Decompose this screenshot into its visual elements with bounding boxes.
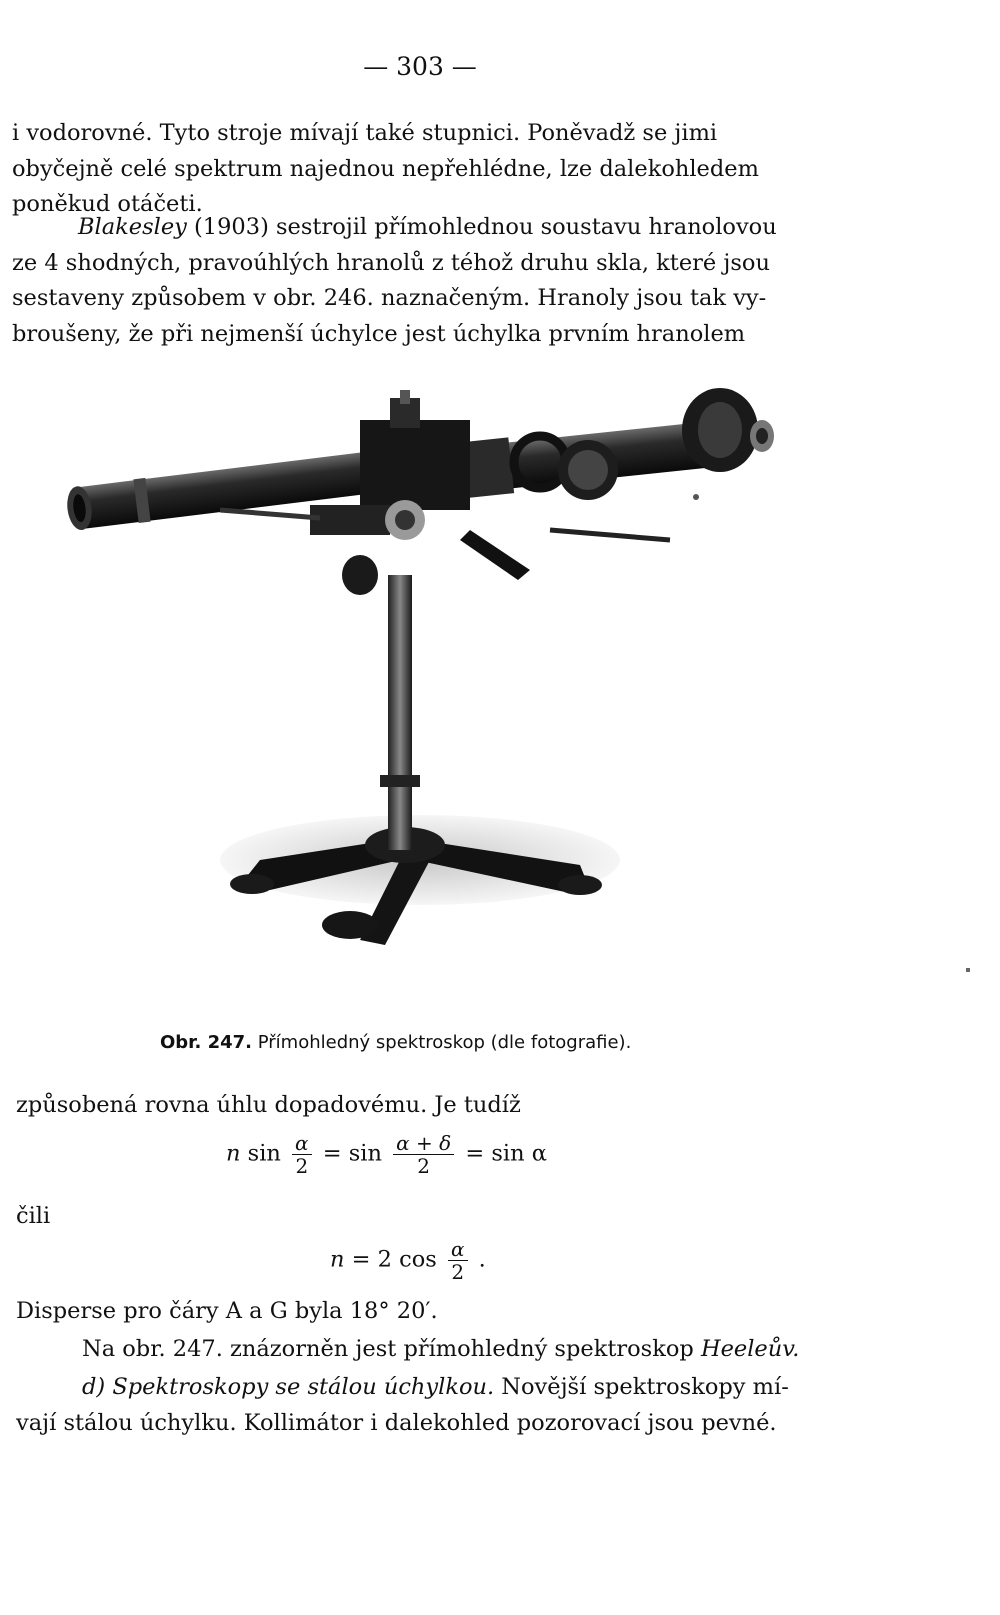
denominator: 2 (417, 1154, 430, 1178)
fraction (448, 1238, 468, 1283)
foot (558, 875, 602, 895)
eq-symbol: n (330, 1246, 345, 1273)
figure-caption (160, 1032, 631, 1053)
paragraph-line: ze 4 shodných, pravoúhlých hranolů z téhož druhu skla, které jsou (12, 249, 770, 276)
caption-text: Přímohledný spektroskop (dle fotografie). (252, 1032, 632, 1053)
page-number: — 303 — (363, 52, 477, 81)
spectroscope-figure (60, 380, 800, 980)
pointer-rod (550, 530, 670, 540)
fraction (292, 1132, 312, 1177)
paragraph-line: sestaveny způsobem v obr. 246. naznačeným. Hranoly jsou tak vy- (12, 285, 767, 311)
eq-function: sin (348, 1140, 382, 1167)
text-after-figure: způsobená rovna úhlu dopadovému. Je tudíž (16, 1092, 521, 1118)
equation-2 (330, 1238, 486, 1283)
adjust-lever (460, 530, 530, 580)
foot (230, 874, 274, 894)
denominator: 2 (451, 1260, 465, 1284)
heele-text: Na obr. 247. znázorněn jest přímohledný spektroskop (82, 1336, 701, 1362)
paragraph-line: poněkud otáčeti. (12, 191, 203, 217)
numerator: α (292, 1132, 312, 1155)
eq-function: sin (247, 1140, 281, 1167)
eq-operator: = (322, 1140, 342, 1167)
blakesley-paragraph (12, 210, 844, 352)
heele-line (82, 1336, 799, 1362)
numerator: α + δ (393, 1132, 454, 1155)
prism-housing (360, 420, 470, 510)
eq-operator: = (465, 1140, 485, 1167)
stand-pole (388, 575, 412, 850)
knob (342, 555, 378, 595)
paragraph-line: (1903) sestrojil přímohlednou soustavu hranolovou (186, 214, 777, 240)
eq-rhs: sin α (491, 1140, 547, 1167)
section-text: Novější spektroskopy mí- (494, 1374, 789, 1400)
section-d-line (82, 1374, 789, 1400)
paragraph-line: broušeny, že při nejmenší úchylce jest úchylka prvním hranolem (12, 320, 746, 347)
dispersion-line: Disperse pro čáry A a G byla 18° 20′. (16, 1298, 438, 1324)
foot (322, 911, 378, 939)
heele-name: Heeleův. (700, 1336, 800, 1362)
caption-label: Obr. 247. (160, 1032, 253, 1053)
eq-end: . (478, 1246, 486, 1273)
pole-collar (380, 775, 420, 787)
section-heading: d) Spektroskopy se stálou úchylkou. (82, 1374, 495, 1400)
margin-speck (966, 968, 970, 972)
author-name: Blakesley (78, 214, 187, 240)
top-paragraph (12, 116, 844, 223)
denominator: 2 (295, 1154, 309, 1178)
section-d-line-2: vají stálou úchylku. Kollimátor i dalekohled pozorovací jsou pevné. (16, 1410, 777, 1436)
paragraph-line: i vodorovné. Tyto stroje mívají také stupnici. Poněvadž se jimi (12, 120, 718, 146)
eq-symbol: n (226, 1140, 241, 1167)
paragraph-line: obyčejně celé spektrum najednou nepřehlédne, lze dalekohledem (12, 155, 759, 182)
equation-1 (226, 1132, 547, 1177)
numerator: α (448, 1238, 468, 1261)
word-cili: čili (16, 1203, 51, 1229)
eq-body: = 2 cos (351, 1246, 437, 1273)
fraction (393, 1132, 454, 1177)
